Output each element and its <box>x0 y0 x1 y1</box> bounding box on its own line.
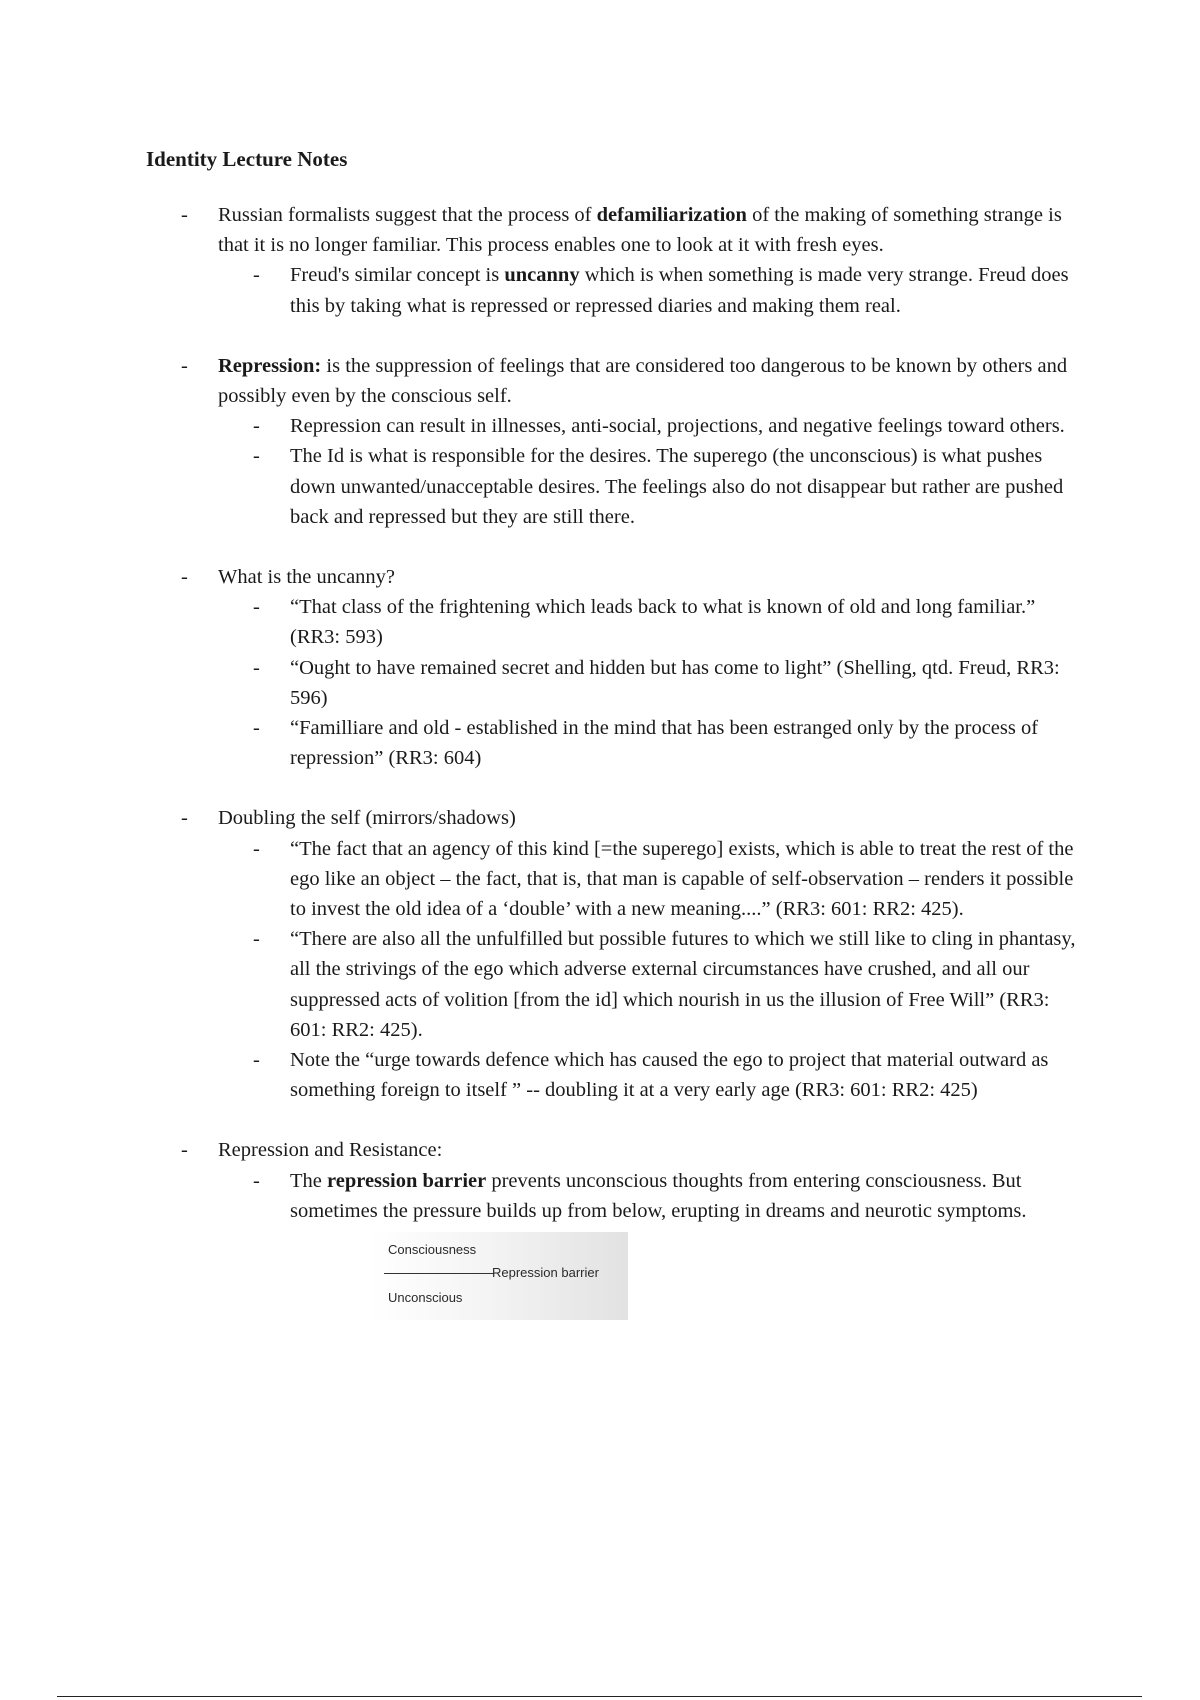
bullet-dash: - <box>181 566 188 589</box>
bullet-dash: - <box>253 596 260 619</box>
item-text: Doubling the self (mirrors/shadows) <box>218 807 516 830</box>
bullet-item <box>0 1135 1080 1165</box>
item-text: Freud's similar concept is <box>290 264 505 287</box>
notes-section <box>0 200 1200 321</box>
bullet-dash: - <box>253 1049 260 1072</box>
item-text: What is the uncanny? <box>218 566 396 589</box>
item-text: Russian formalists suggest that the process of <box>218 204 597 226</box>
sub-bullet-item <box>0 1045 1090 1105</box>
repression-barrier-line <box>384 1273 494 1274</box>
bullet-dash: - <box>253 837 260 860</box>
item-text: prevents unconscious thoughts from entering consciousness. But sometimes the pressure builds up from below, erupting in dreams and neurotic symptoms. <box>290 1169 1027 1222</box>
sub-bullet-item <box>0 713 1090 773</box>
notes-section <box>0 351 1200 532</box>
sub-bullet-item <box>0 834 1090 925</box>
bold-term: defamiliarization <box>596 204 747 226</box>
bullet-dash: - <box>181 204 188 226</box>
bullet-item <box>0 200 1080 260</box>
sub-bullet-item <box>0 411 1090 441</box>
unconscious-label: Unconscious <box>388 1290 463 1306</box>
bullet-item <box>0 562 1080 592</box>
bullet-dash: - <box>253 928 260 951</box>
item-text: which is when something is made very strange. Freud does this by taking what is repressed or repressed diaries and making them real. <box>290 264 1069 317</box>
sub-bullet-item <box>0 260 1090 320</box>
item-text: of the making of something strange is that it is no longer familiar. This process enables one to look at it with fresh eyes. <box>218 204 1062 257</box>
notes-body <box>0 200 1200 1350</box>
repression-barrier-diagram <box>370 1232 628 1320</box>
bold-term: repression barrier <box>327 1169 487 1192</box>
bullet-dash: - <box>253 415 260 438</box>
item-text: The <box>290 1169 327 1192</box>
bullet-dash: - <box>181 807 188 830</box>
consciousness-label: Consciousness <box>388 1242 477 1258</box>
repression-barrier-label: Repression barrier <box>492 1265 599 1281</box>
bullet-dash: - <box>253 1169 260 1192</box>
bullet-dash: - <box>253 445 260 468</box>
bullet-dash: - <box>253 656 260 679</box>
bullet-dash: - <box>253 264 260 287</box>
bullet-dash: - <box>253 717 260 740</box>
item-text: “Ought to have remained secret and hidden but has come to light” (Shelling, qtd. Freud, RR3: 596) <box>290 656 1060 709</box>
item-text: Note the “urge towards defence which has caused the ego to project that material outward as something foreign to itself ” -- doubling it at a very early age (RR3: 601: RR2: 425) <box>290 1049 1049 1102</box>
bullet-item <box>0 351 1080 411</box>
item-text: Repression can result in illnesses, anti-social, projections, and negative feelings toward others. <box>290 415 1065 438</box>
notes-section <box>0 562 1200 773</box>
sub-bullet-item <box>0 1166 1090 1226</box>
notes-section <box>0 803 1200 1105</box>
sub-bullet-item <box>0 592 1090 652</box>
bullet-dash: - <box>181 354 188 377</box>
bold-term: uncanny <box>504 264 580 287</box>
sub-bullet-item <box>0 441 1090 532</box>
sub-bullet-item <box>0 653 1090 713</box>
footer-rule <box>57 1696 1142 1697</box>
item-text: “Familliare and old - established in the mind that has been estranged only by the process of repression” (RR3: 604) <box>290 717 1039 770</box>
item-text: is the suppression of feelings that are considered too dangerous to be known by others and possibly even by the conscious self. <box>218 354 1068 408</box>
bullet-dash: - <box>181 1139 188 1162</box>
item-text: “There are also all the unfulfilled but possible futures to which we still like to cling in phantasy, all the strivings of the ego which adverse external circumstances have crushed, and all our suppressed acts of volition [from the id] which nourish in us the illusion of Free Will” (RR3: 601: RR2: 425). <box>290 928 1076 1041</box>
document-title: Identity Lecture Notes <box>146 147 348 171</box>
bullet-item <box>0 803 1080 833</box>
bold-term: Repression: <box>218 354 322 377</box>
item-text: Repression and Resistance: <box>218 1139 443 1162</box>
item-text: The Id is what is responsible for the desires. The superego (the unconscious) is what pushes down unwanted/unacceptable desires. The feelings also do not disappear but rather are pushed back and repressed but they are still there. <box>290 445 1064 528</box>
notes-section <box>0 1135 1200 1320</box>
item-text: “The fact that an agency of this kind [=the superego] exists, which is able to treat the rest of the ego like an object – the fact, that is, that man is capable of self-observation – renders it possible to invest the old idea of a ‘double’ with a new meaning....” (RR3: 601: RR2: 425). <box>290 837 1074 921</box>
sub-bullet-item <box>0 924 1090 1045</box>
item-text: “That class of the frightening which leads back to what is known of old and long familiar.” (RR3: 593) <box>290 596 1036 649</box>
